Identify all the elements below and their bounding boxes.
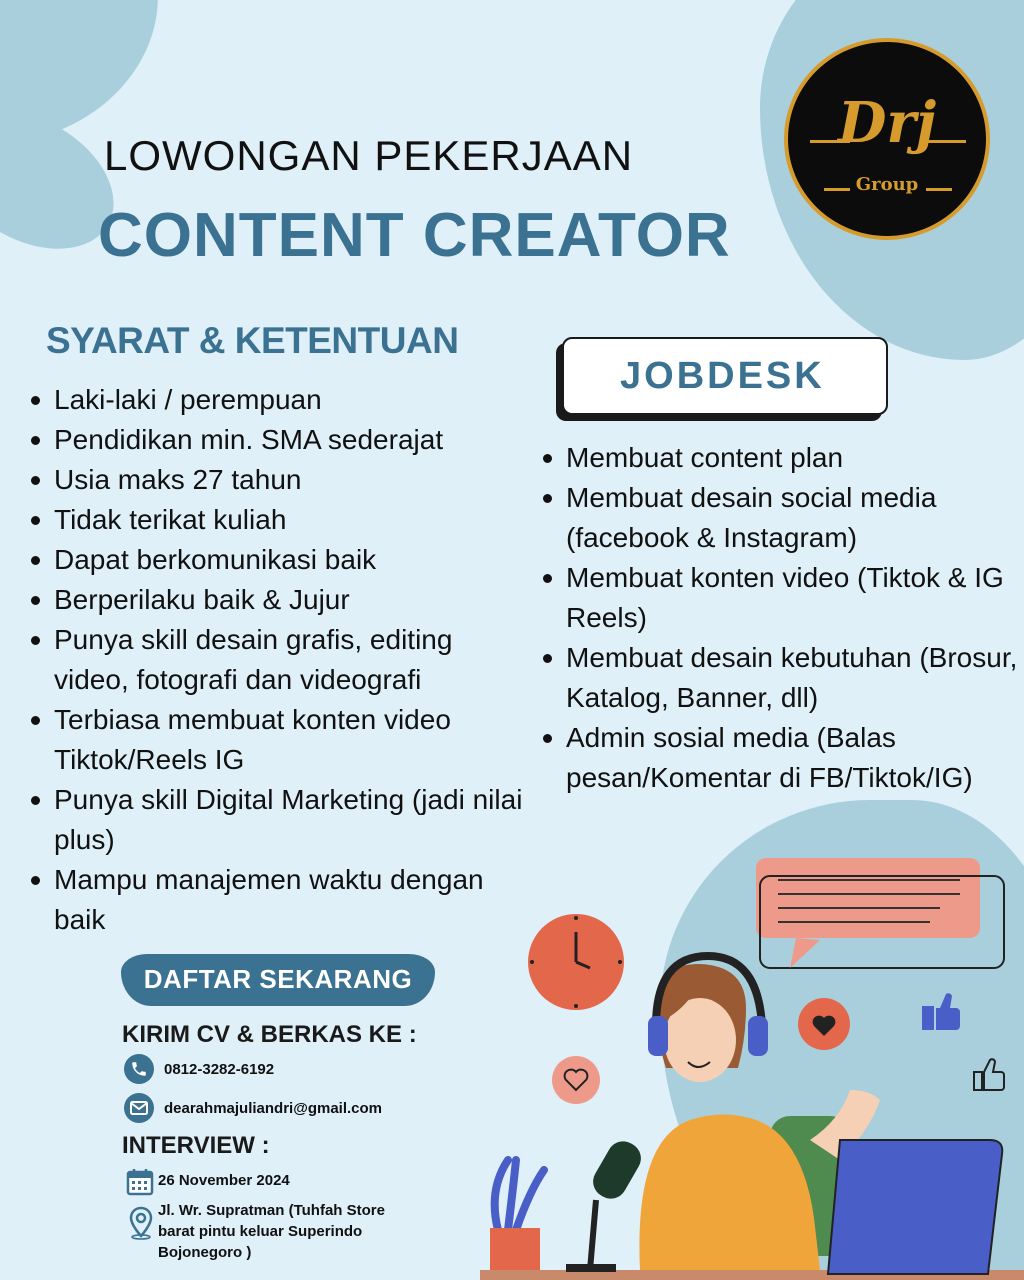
calendar-icon bbox=[126, 1168, 154, 1201]
list-item: Berperilaku baik & Jujur bbox=[28, 580, 528, 620]
poster-title: CONTENT CREATOR bbox=[98, 201, 731, 270]
list-item: Mampu manajemen waktu dengan baik bbox=[28, 860, 528, 940]
list-item: Usia maks 27 tahun bbox=[28, 460, 528, 500]
send-cv-label: KIRIM CV & BERKAS KE : bbox=[122, 1021, 417, 1048]
mail-icon bbox=[124, 1093, 154, 1123]
phone-icon bbox=[124, 1054, 154, 1084]
interview-address bbox=[158, 1200, 385, 1263]
microphone-icon bbox=[566, 1136, 647, 1272]
requirements-heading: SYARAT & KETENTUAN bbox=[46, 320, 459, 361]
company-logo bbox=[784, 38, 990, 240]
clock-icon bbox=[528, 914, 624, 1010]
list-item: Tidak terikat kuliah bbox=[28, 500, 528, 540]
address-line: Bojonegoro ) bbox=[158, 1244, 252, 1261]
laptop-icon bbox=[828, 1140, 1002, 1274]
location-pin-icon bbox=[128, 1206, 154, 1245]
list-item: Admin sosial media (Balas pesan/Komentar di FB/Tiktok/IG) bbox=[540, 718, 1024, 798]
heart-icon bbox=[798, 998, 850, 1050]
thumbs-up-icon bbox=[922, 993, 960, 1030]
phone-number: 0812-3282-6192 bbox=[164, 1060, 275, 1078]
heart-icon bbox=[552, 1056, 600, 1104]
address-line: Jl. Wr. Supratman (Tuhfah Store bbox=[158, 1202, 385, 1219]
list-item: Punya skill desain grafis, editing video, fotografi dan videografi bbox=[28, 620, 528, 700]
logo-main-text: Drj bbox=[837, 90, 937, 156]
contact-phone[interactable] bbox=[124, 1054, 274, 1084]
list-item: Membuat konten video (Tiktok & IG Reels) bbox=[540, 558, 1024, 638]
contact-email[interactable] bbox=[124, 1093, 382, 1123]
list-item: Membuat desain social media (facebook & Instagram) bbox=[540, 478, 1024, 558]
interview-label: INTERVIEW : bbox=[122, 1132, 270, 1159]
list-item: Membuat content plan bbox=[540, 438, 1024, 478]
requirements-list bbox=[28, 380, 528, 940]
email-address: dearahmajuliandri@gmail.com bbox=[164, 1099, 383, 1117]
interview-date: 26 November 2024 bbox=[158, 1172, 290, 1189]
content-creator-illustration bbox=[460, 840, 1024, 1280]
list-item: Pendidikan min. SMA sederajat bbox=[28, 420, 528, 460]
jobdesk-list bbox=[540, 438, 1024, 798]
list-item: Laki-laki / perempuan bbox=[28, 380, 528, 420]
list-item: Terbiasa membuat konten video Tiktok/Reels IG bbox=[28, 700, 528, 780]
list-item: Dapat berkomunikasi baik bbox=[28, 540, 528, 580]
jobdesk-heading-box bbox=[562, 337, 888, 415]
address-line: barat pintu keluar Superindo bbox=[158, 1223, 363, 1240]
list-item: Punya skill Digital Marketing (jadi nilai plus) bbox=[28, 780, 528, 860]
list-item: Membuat desain kebutuhan (Brosur, Katalog, Banner, dll) bbox=[540, 638, 1024, 718]
poster-subtitle: LOWONGAN PEKERJAAN bbox=[104, 132, 634, 179]
jobdesk-heading: JOBDESK bbox=[620, 355, 825, 397]
logo-sub-text: Group bbox=[855, 174, 919, 195]
register-now-button[interactable] bbox=[121, 954, 435, 1006]
speech-bubble-icon bbox=[756, 858, 1004, 968]
plant-icon bbox=[490, 1160, 544, 1274]
thumbs-up-outline-icon bbox=[974, 1059, 1004, 1090]
register-now-label: DAFTAR SEKARANG bbox=[143, 964, 413, 994]
